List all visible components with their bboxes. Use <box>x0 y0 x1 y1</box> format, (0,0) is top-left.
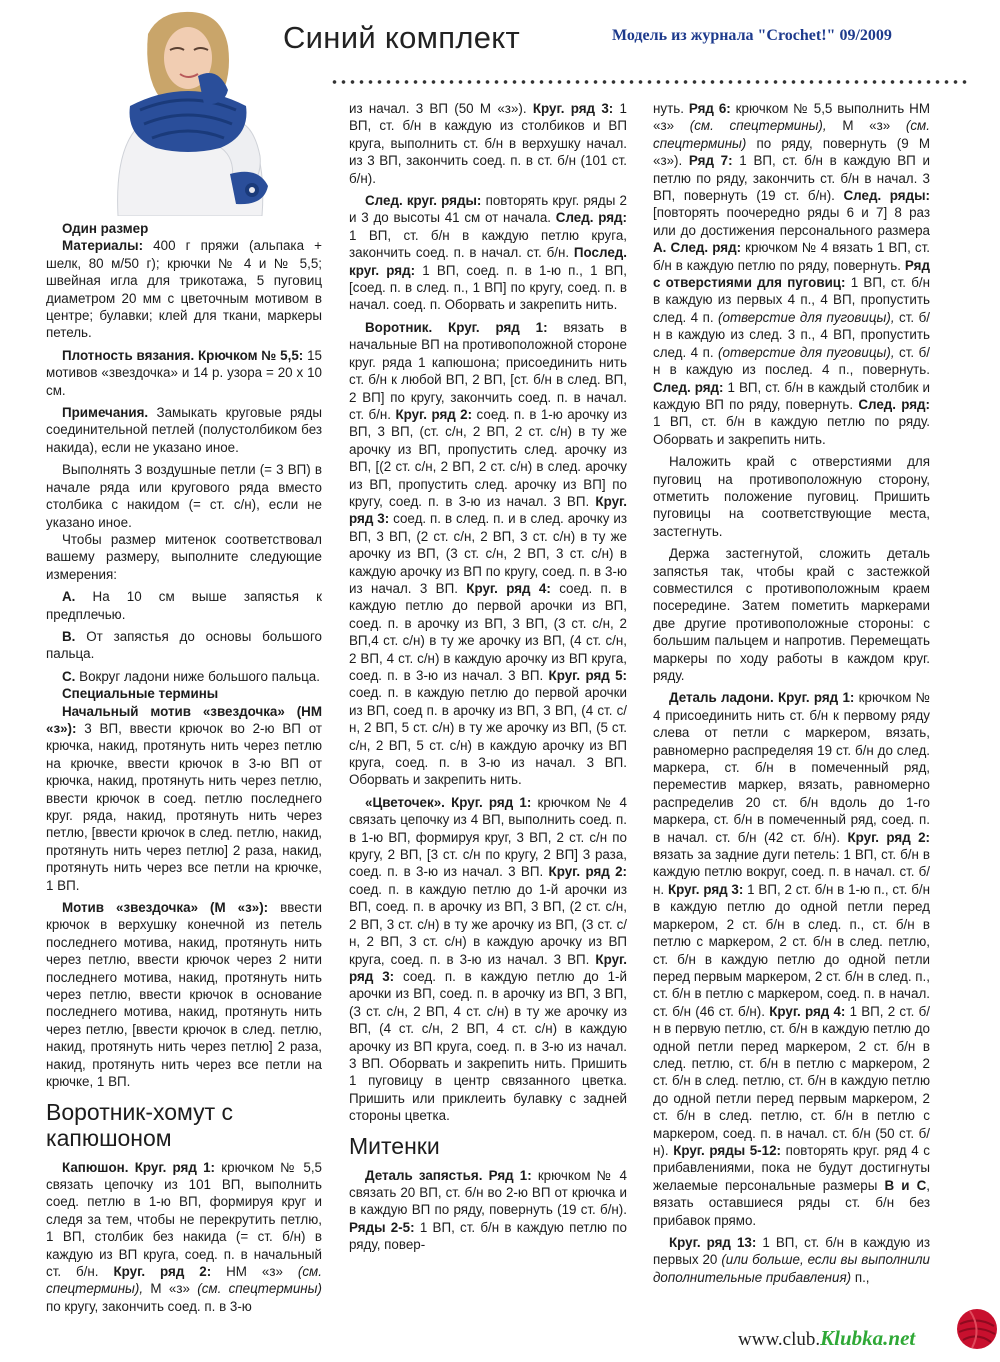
measure-c: С. Вокруг ладони ниже большого пальца. <box>62 668 320 684</box>
flower-rows: «Цветочек». Круг. ряд 1: крючком № 4 связать цепочку из 4 ВП, выполнить соед. п. в 1-ю ВП, формируя круг, 3 ВП, 2 ст. с/н по кругу, 2 ВП, [3 ст. с/н по кругу, 2 ВП] 3 раза, соед. п. в 3-ю из начал. 3 ВП. Круг. ряд 2: соед. п. в каждую петлю до 1-й арочки из ВП, соед. п. в арочку из ВП, 3 ВП, (2 ст. с/н, 2 ВП, 3 ст. с/н) в ту же арочку из ВП, (3 ст. с/н, 2 ВП, 3 ст. с/н) в каждую арочку из ВП круга, соед. п. в 3-ю из начал. 3 ВП. Круг. ряд 3: соед. п. в каждую петлю до 1-й арочки из ВП, соед. п. в арочку из ВП, 3 ВП, (3 ст. с/н, 2 ВП, 4 ст. с/н) в ту же арочку из ВП, (4 ст. с/н, 2 ВП, 4 ст. с/н) в каждую арочку из ВП круга, соед. п. в 3-ю из начал. 3 ВП. Оборвать и закрепить нить. Пришить 1 пуговицу в центр связанного цветка. Пришить или приклеить булавку с задней стороны цветка. <box>349 794 627 1124</box>
size-line: Один размер <box>62 221 149 236</box>
special-terms-heading: Специальные термины <box>62 686 219 702</box>
hood-next-rows: След. круг. ряды: повторять круг. ряды 2 и 3 до высоты 41 см от начала. След. ряд: 1 ВП, ст. б/н в каждую петлю круга, закончить соед. п. в начал. ст. б/н. Послед. круг. ряд: 1 ВП, соед. п. в 1-ю п., 1 ВП, [соед. п. в след. п., 1 ВП] по кругу, соед. п. в начал. соед. п. Оборвать и закрепить нить. <box>349 193 627 313</box>
hood-row-1: Капюшон. Круг. ряд 1: крючком № 5,5 связать цепочку из 101 ВП, выполнить соед. петлю в 1-ю ВП, формируя круг и следя за тем, чтобы не перекрутить петлю, 1 ВП, столбик без накида (= ст. б/н) в каждую из ВП круга, соед. п. в начальный ст. б/н. Круг. ряд 2: НМ «з» (см. спецтермины), М «з» (см. спецтермины) по кругу, закончить соед. п. в 3-ю <box>46 1159 322 1314</box>
note-3: Чтобы размер митенок соответствовал вашему размеру, выполните следующие измерения: <box>46 531 322 582</box>
collar-rows: Воротник. Круг. ряд 1: вязать в начальные ВП на противоположной стороне круг. ряда 1 капюшона; присоединить нить ст. б/н к любой ВП, 2 ВП, [ст. б/н в след. ВП, 2 ВП] по кругу, закончить соед. п. в начал. ст. б/н. Круг. ряд 2: соед. п. в 1-ю арочку из ВП, 3 ВП, (ст. с/н, 2 ВП, 2 ст. с/н) в ту же арочку из ВП, пропустить след. арочку из ВП, [(2 ст. с/н, 2 ВП, 2 ст. с/н) в след. арочку из ВП, пропустить след. арочку из ВП] по кругу, соед. п. в 3-ю из начал. 3 ВП. Круг. ряд 3: соед. п. в след. п. и в след. арочку из ВП, 3 ВП, (2 ст. с/н, 2 ВП, 3 ст. с/н) в ту же арочку из ВП, (3 ст. с/н, 2 ВП, 3 ст. с/н) в каждую арочку из ВП по кругу, соед. п. в 3-ю из начал. 3 ВП. Круг. ряд 4: соед. п. в каждую петлю до первой арочки из ВП, соед. п. в арочку из ВП, 3 ВП, (3 ст. с/н, 2 ВП,4 ст. с/н) в ту же арочку из ВП, (4 ст. с/н, 2 ВП, 4 ст. с/н) в каждую арочку из ВП круга, соед. п. в 3-ю из начал. 3 ВП. Круг. ряд 5: соед. п. в каждую петлю до первой арочки из ВП, соед п. в арочку из ВП, 3 ВП, (4 ст. с/н, 2 ВП, 5 ст. с/н) в ту же арочку из ВП, (5 ст. с/н, 2 ВП, 5 ст. с/н) в каждую арочку из ВП круга, соед. п. в 3-ю из начал. 3 ВП. Оборвать и закрепить нить. <box>349 319 628 788</box>
column-3 <box>653 100 930 1315</box>
note-2: Выполнять 3 воздушные петли (= 3 ВП) в начале ряда или кругового ряда вместо столбика с накидом (= ст. с/н), если не указано иное. <box>46 462 322 530</box>
star-motif: Мотив «звездочка» (М «з»): ввести крючок в верхушку конечной из петель последнего мотива, накид, протянуть нить через петлю, ввести крючок через 2 нити последнего мотива, накид, протянуть нить через петлю, ввести крючок в основание последнего мотива, накид, протянуть нить через петлю, [ввести крючок в след. петлю, накид, протянуть нить через петлю] 2 раза, накид, протянуть нить через все петли на крючке, 1 ВП. <box>46 900 322 1090</box>
palm-rows: Деталь ладони. Круг. ряд 1: крючком № 4 присоединить нить ст. б/н к первому ряду слева от петли с маркером, вязать, равномерно распределяя 19 ст. б/н до след. маркера, ст. б/н в помеченный ряд, переместив маркер, вязать, равномерно распределив 20 ст. б/н вдоль до 1-го маркера, ст. б/н в помеченный ряд, соед. п. в начал. ст. б/н (42 ст. б/н). Круг. ряд 2: вязать за задние дуги петель: 1 ВП, ст. б/н в каждую петлю вокруг, соед. п. в начал. ст. б/н. Круг. ряд 3: 1 ВП, 2 ст. б/н в 1-ю п., ст. б/н в каждую петлю до одной петли перед маркером, 2 ст. б/н в след. п., ст. б/н в петлю с маркером, 2 ст. б/н в след. петлю, ст. б/н в каждую петлю до одной петли перед первым маркером, 2 ст. б/н в след. п., ст. б/н в петлю с маркером, соед. п. в начал. ст. б/н (46 ст. б/н). Круг. ряд 4: 1 ВП, 2 ст. б/н в первую петлю, ст. б/н в каждую петлю до одной петли перед маркером, 2 ст. б/н в след. петлю, ст. б/н в петлю с маркером, 2 ст. б/н в след. петлю, ст. б/н в каждую петлю до одной петли перед первым маркером, 2 ст. б/н в след. петлю, ст. б/н в петлю с маркером, соед. п. в начал. ст. б/н (50 ст. б/н). Круг. ряды 5-12: повторять круг. ряд 4 с прибавлениями, пока не будут достигнуты желаемые персональные размеры В и С, вязать оставшиеся ряды ст. б/н без прибавок прямо. <box>653 690 931 1228</box>
column-2 <box>349 100 627 1340</box>
wrist-rows-continued: нуть. Ряд 6: крючком № 5,5 выполнить НМ «з» (см. спецтермины), М «з» (см. спецтермины) по ряду, повернуть (9 М «з»). Ряд 7: 1 ВП, ст. б/н в каждую ВП и петлю по ряду, закончить ст. б/н в начал. 3 ВП, повернуть (19 ст. б/н). След. ряды: [повторять поочередно ряды 6 и 7] 8 раз или до достижения персонального размера А. След. ряд: крючком № 4 вязать 1 ВП, ст. б/н в каждую петлю по ряду, повернуть. Ряд с отверстиями для пуговиц: 1 ВП, ст. б/н в каждую из первых 4 п., 4 ВП, пропустить след. 4 п. (отверстие для пуговицы), ст. б/н в каждую из след. 3 п., 4 ВП, пропустить след. 4 п. (отверстие для пуговицы), ст. б/н в каждую из послед. 4 п., повернуть. След. ряд: 1 ВП, ст. б/н в каждый столбик и каждую ВП по ряду, повернуть. След. ряд: 1 ВП, ст. б/н в каждую петлю по ряду. Оборвать и закрепить нить. <box>653 101 930 447</box>
dotted-divider <box>330 78 970 86</box>
source-caption: Модель из журнала "Crochet!" 09/2009 <box>612 27 892 44</box>
buttons-paragraph: Наложить край с отверстиями для пуговиц на противоположную сторону, отметить положение пуговиц. Пришить пуговицы на соответствующие места, застегнуть. <box>653 454 930 539</box>
gauge: Плотность вязания. Крючком № 5,5: 15 мотивов «звездочка» и 14 р. узора = 20 х 10 см. <box>46 347 322 398</box>
fold-paragraph: Держа застегнутой, сложить деталь запястья так, чтобы край с застежкой совместился с противоположным краем посередине. Затем пометить маркерами две другие противоположные стороны: с большим пальцем и напротив. Перемещать маркеры по ходу работы в каждом круг. ряду. <box>653 546 930 683</box>
wrist-rows: Деталь запястья. Ряд 1: крючком № 4 связать 20 ВП, ст. б/н во 2-ю ВП от крючка и в каждую ВП по ряду, повернуть (19 ст. б/н). Ряды 2-5: 1 ВП, ст. б/н в каждую петлю по ряду, повер- <box>349 1167 627 1253</box>
page-title: Синий комплект <box>283 20 520 55</box>
section-mittens-title: Митенки <box>349 1132 440 1159</box>
measure-a: А. На 10 см выше запястья к предплечью. <box>46 589 322 622</box>
yarn-ball-icon <box>954 1306 1000 1352</box>
materials: Материалы: 400 г пряжи (альпака + шелк, 80 м/50 г); крючки № 4 и № 5,5; швейная игла для трикотажа, 5 пуговиц диаметром 20 мм с цветочным мотивом в центре; булавки; клей для ткани, маркеры петель. <box>46 238 322 341</box>
footer-watermark[interactable]: www.club.Klubka.net <box>738 1326 916 1350</box>
start-motif: Начальный мотив «звездочка» (НМ «з»): 3 ВП, ввести крючок во 2-ю ВП от крючка, накид, протянуть нить через петлю на крючке, ввести крючок в 3-ю ВП от крючка, накид, протянуть нить через петлю, ввести крючок в соед. петлю последнего круг. ряда, накид, протянуть нить через петлю, [ввести крючок в след. петлю, накид, протянуть нить через петлю] 2 раза, накид, протянуть нить через все петли на крючке, 1 ВП. <box>46 703 322 893</box>
notes: Примечания. Замыкать круговые ряды соединительной петлей (полустолбиком без накида), если не указано иное. <box>46 405 322 455</box>
measure-b: В. От запястья до основы большого пальца. <box>46 628 322 662</box>
hood-row-3: из начал. 3 ВП (50 М «з»). Круг. ряд 3: 1 ВП, ст. б/н в каждую из столбиков и ВП круга, выполнить ст. б/н в верхушку начал. из 3 ВП, закончить соед. п. в ст. б/н (101 ст. б/н). <box>349 101 627 186</box>
palm-row-13: Круг. ряд 13: 1 ВП, ст. б/н в каждую из первых 20 (или больше, если вы выполнили дополнительные прибавления) п., <box>653 1235 930 1285</box>
column-1 <box>46 220 322 1314</box>
section-collar-title: Воротник-хомут с капюшоном <box>46 1098 234 1151</box>
model-photo <box>100 6 275 216</box>
